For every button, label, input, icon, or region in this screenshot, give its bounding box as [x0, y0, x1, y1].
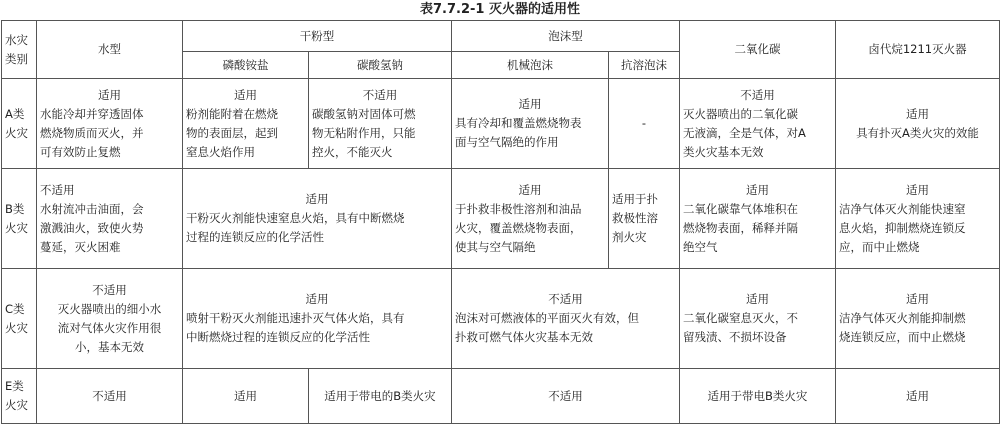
cell-a-water: 适用 水能冷却并穿透固体 燃烧物质而灭火，并 可有效防止复燃 — [37, 79, 183, 169]
cell-b-powder: 适用 干粉灭火剂能快速窒息火焰，具有中断燃烧 过程的连锁反应的化学活性 — [183, 169, 452, 269]
header-sodium-bicarbonate: 碳酸氢钠 — [309, 52, 452, 79]
header-alcohol-resistant-foam: 抗溶泡沫 — [609, 52, 680, 79]
cell-e-water: 不适用 — [37, 369, 183, 424]
header-water: 水型 — [37, 21, 183, 79]
cell-c-water: 不适用 灭火器喷出的细小水 流对气体火灾作用很 小，基本无效 — [37, 269, 183, 369]
row-class-b — [2, 169, 1000, 269]
header-mechanical-foam: 机械泡沫 — [452, 52, 609, 79]
row-class-c — [2, 269, 1000, 369]
row-label: C类 火灾 — [2, 269, 37, 369]
cell-b-water: 不适用 水射流冲击油面，会 激溅油火，致使火势 蔓延，灭火困难 — [37, 169, 183, 269]
row-label: B类 火灾 — [2, 169, 37, 269]
cell-a-sodium-bicarbonate: 不适用 碳酸氢钠对固体可燃 物无粘附作用，只能 控火，不能灭火 — [309, 79, 452, 169]
cell-e-halon: 适用 — [836, 369, 1000, 424]
cell-c-powder: 适用 喷射干粉灭火剂能迅速扑灭气体火焰，具有 中断燃烧过程的连锁反应的化学活性 — [183, 269, 452, 369]
row-class-a — [2, 79, 1000, 169]
header-foam: 泡沫型 — [452, 21, 680, 52]
row-label: A类 火灾 — [2, 79, 37, 169]
header-ammonium-phosphate: 磷酸铵盐 — [183, 52, 309, 79]
cell-c-halon: 适用 洁净气体灭火剂能抑制燃 烧连锁反应，而中止燃烧 — [836, 269, 1000, 369]
cell-b-co2: 适用 二氧化碳靠气体堆积在 燃烧物表面，稀释并隔 绝空气 — [680, 169, 836, 269]
header-halon: 卤代烷1211灭火器 — [836, 21, 1000, 79]
table-title: 表7.7.2-1 灭火器的适用性 — [420, 2, 580, 17]
cell-e-co2: 适用于带电B类火灾 — [680, 369, 836, 424]
cell-e-sodium-bicarbonate: 适用于带电的B类火灾 — [309, 369, 452, 424]
header-co2: 二氧化碳 — [680, 21, 836, 79]
cell-a-alcohol-resistant-foam: - — [609, 79, 680, 169]
row-label: E类 火灾 — [2, 369, 37, 424]
header-powder: 干粉型 — [183, 21, 452, 52]
cell-b-alcohol-resistant-foam: 适用于扑 救极性溶 剂火灾 — [609, 169, 680, 269]
extinguisher-applicability-table — [1, 20, 1000, 424]
cell-b-mechanical-foam: 适用 于扑救非极性溶剂和油品 火灾，覆盖燃烧物表面， 使其与空气隔绝 — [452, 169, 609, 269]
cell-a-ammonium-phosphate: 适用 粉剂能附着在燃烧 物的表面层，起到 窒息火焰作用 — [183, 79, 309, 169]
cell-a-mechanical-foam: 适用 具有冷却和覆盖燃烧物表 面与空气隔绝的作用 — [452, 79, 609, 169]
cell-e-foam: 不适用 — [452, 369, 680, 424]
row-class-e — [2, 369, 1000, 424]
cell-a-halon: 适用 具有扑灭A类火灾的效能 — [836, 79, 1000, 169]
cell-c-foam: 不适用 泡沫对可燃液体的平面灭火有效，但 扑救可燃气体火灾基本无效 — [452, 269, 680, 369]
cell-b-halon: 适用 洁净气体灭火剂能快速窒 息火焰，抑制燃烧连锁反 应，而中止燃烧 — [836, 169, 1000, 269]
cell-e-ammonium-phosphate: 适用 — [183, 369, 309, 424]
header-corner: 水灾 类别 — [2, 21, 37, 79]
cell-a-co2: 不适用 灭火器喷出的二氧化碳 无液滴，全是气体，对A 类火灾基本无效 — [680, 79, 836, 169]
cell-c-co2: 适用 二氧化碳窒息灭火，不 留残渍、不损坏设备 — [680, 269, 836, 369]
